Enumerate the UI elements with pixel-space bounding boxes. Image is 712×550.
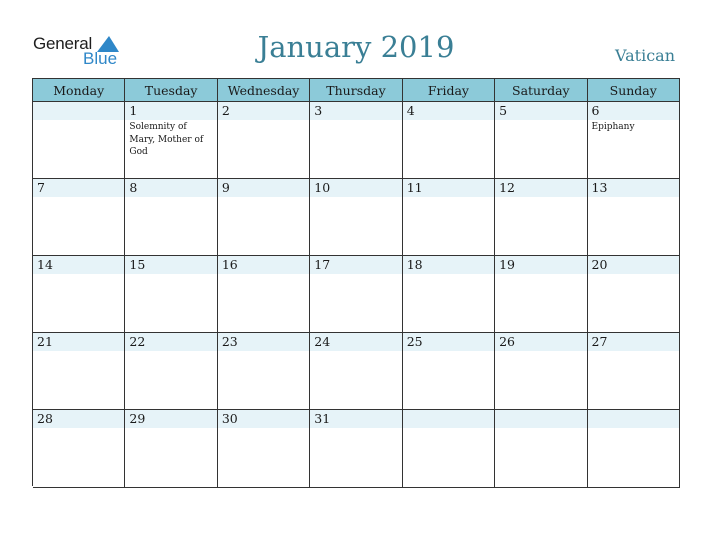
day-cell (125, 410, 217, 488)
day-number: 23 (221, 334, 238, 349)
day-number: 27 (591, 334, 608, 349)
day-cell (125, 256, 217, 333)
day-header-band (495, 410, 586, 428)
day-number: 10 (314, 180, 331, 195)
week-row (33, 179, 680, 256)
day-number: 30 (221, 411, 238, 426)
day-cell (588, 179, 680, 256)
day-number: 15 (129, 257, 146, 272)
day-number: 9 (221, 180, 230, 195)
day-cell (218, 333, 310, 410)
day-number: 3 (314, 103, 323, 118)
country-label: Vatican (615, 46, 675, 65)
holiday-label: Solemnity of Mary, Mother of God (129, 122, 204, 157)
week-row (33, 333, 680, 410)
day-number: 22 (129, 334, 146, 349)
day-header-band (588, 410, 679, 428)
day-cell (33, 410, 125, 488)
day-cell (403, 410, 495, 488)
day-cell (495, 333, 587, 410)
day-cell (495, 256, 587, 333)
day-number: 20 (591, 257, 608, 272)
day-cell (310, 179, 402, 256)
day-header-band (218, 102, 309, 120)
holiday-label: Epiphany (591, 122, 635, 132)
day-number: 26 (499, 334, 516, 349)
day-number: 16 (221, 257, 238, 272)
calendar-weeks (33, 102, 680, 488)
weekday-header-friday: Friday (403, 79, 495, 102)
day-header-band (403, 410, 494, 428)
weekday-header-row (33, 79, 680, 102)
day-header-band (125, 102, 216, 120)
weekday-header-tuesday: Tuesday (125, 79, 217, 102)
day-cell (495, 102, 587, 179)
day-number: 21 (37, 334, 53, 349)
logo-blue-text: Blue (83, 49, 118, 68)
day-header-band (588, 102, 679, 120)
day-number: 28 (37, 411, 53, 426)
day-header-band (218, 179, 309, 197)
day-number: 7 (37, 180, 45, 195)
week-row (33, 410, 680, 488)
day-number: 2 (221, 103, 230, 118)
day-cell (33, 256, 125, 333)
day-cell (403, 179, 495, 256)
day-cell (403, 256, 495, 333)
weekday-header-sunday: Sunday (588, 79, 680, 102)
day-cell (33, 179, 125, 256)
day-number: 8 (129, 180, 138, 195)
day-number: 1 (129, 103, 138, 118)
day-cell (495, 410, 587, 488)
week-row (33, 256, 680, 333)
day-header-band (403, 102, 494, 120)
day-number: 14 (37, 257, 53, 272)
day-cell (310, 102, 402, 179)
day-header-band (310, 102, 401, 120)
day-cell (310, 333, 402, 410)
day-number: 12 (499, 180, 516, 195)
day-number: 13 (591, 180, 608, 195)
weekday-header-saturday: Saturday (495, 79, 587, 102)
day-cell (403, 102, 495, 179)
day-number: 31 (314, 411, 331, 426)
day-cell (310, 410, 402, 488)
day-number: 11 (406, 180, 423, 195)
day-header-band (33, 179, 124, 197)
weekday-header-monday: Monday (33, 79, 125, 102)
weekday-header-wednesday: Wednesday (218, 79, 310, 102)
day-number: 29 (129, 411, 146, 426)
week-row (33, 102, 680, 179)
day-cell (588, 102, 680, 179)
day-number: 4 (406, 103, 415, 118)
day-cell (588, 256, 680, 333)
day-cell (403, 333, 495, 410)
day-cell (125, 102, 217, 179)
logo-general-text: General (33, 34, 93, 53)
day-cell (218, 102, 310, 179)
day-number: 25 (406, 334, 423, 349)
day-header-band (125, 179, 216, 197)
weekday-header-thursday: Thursday (310, 79, 402, 102)
day-number: 6 (591, 103, 600, 118)
day-header-band (33, 102, 124, 120)
calendar-grid (32, 78, 680, 486)
day-number: 18 (406, 257, 423, 272)
day-cell (218, 256, 310, 333)
day-number: 17 (314, 257, 331, 272)
page-title: January 2019 (257, 30, 455, 64)
day-number: 5 (499, 103, 508, 118)
day-cell (588, 410, 680, 488)
day-cell (218, 410, 310, 488)
day-cell (495, 179, 587, 256)
day-cell (125, 333, 217, 410)
day-cell (125, 179, 217, 256)
day-cell (310, 256, 402, 333)
day-cell (33, 333, 125, 410)
day-cell (588, 333, 680, 410)
day-cell (33, 102, 125, 179)
day-number: 24 (314, 334, 331, 349)
day-header-band (495, 102, 586, 120)
day-cell (218, 179, 310, 256)
day-number: 19 (499, 257, 516, 272)
